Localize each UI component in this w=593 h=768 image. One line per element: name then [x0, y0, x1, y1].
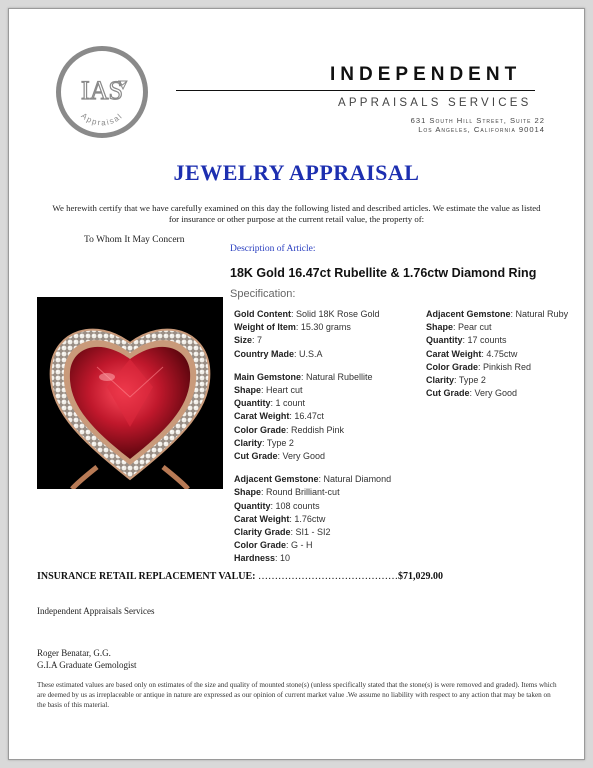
- insurance-value: $71,029.00: [397, 571, 443, 582]
- signer-title: G.I.A Graduate Gemologist: [37, 660, 137, 670]
- spec-row: Hardness: 10: [234, 553, 291, 564]
- spec-row: Clarity Grade: SI1 - SI2: [234, 527, 331, 538]
- certification-text: We herewith certify that we have carefully examined on this day the following listed and described articles. We estimate the value as listed for insurance or other purpose at the current retail value, the property of:: [52, 203, 541, 224]
- spec-row: Cut Grade: Very Good: [234, 451, 326, 462]
- insurance-value-line: [37, 571, 443, 582]
- disclaimer: These estimated values are based only on estimates of the size and quality of mounted stone(s) (unless specifically stated that the stone(s) is were removed and graded). Items which are deemed by us as irreplaceable or antique in nature are expressed as our opinion of current market value .We assume no liability with respect to any action that may be taken on the basis of this material.: [37, 681, 557, 709]
- spec-row: Carat Weight: 1.76ctw: [234, 513, 326, 524]
- signer-name: Roger Benatar, G.G.: [37, 648, 111, 658]
- spec-row: Gold Content: Solid 18K Rose Gold: [234, 309, 380, 319]
- description-label: Description of Article:: [230, 244, 316, 254]
- spec-row: Weight of Item: 15.30 grams: [234, 322, 351, 333]
- spec-row: Shape: Pear cut: [426, 322, 492, 333]
- header-rule: [176, 90, 535, 91]
- footer-company: Independent Appraisals Services: [37, 606, 155, 616]
- specification-label: Specification:: [230, 288, 296, 300]
- ring-photo: [37, 297, 223, 489]
- spec-row: Carat Weight: 16.47ct: [234, 411, 324, 422]
- spec-row: Carat Weight: 4.75ctw: [426, 348, 518, 359]
- spec-group-diamond: [234, 473, 391, 565]
- spec-row: Shape: Round Brilliant-cut: [234, 487, 340, 498]
- ias-logo: [56, 46, 148, 138]
- logo-letters: IAS: [81, 76, 123, 105]
- spec-row: Clarity: Type 2: [234, 437, 294, 448]
- spec-row: Size: 7: [234, 335, 263, 346]
- spec-row: Adjacent Gemstone: Natural Diamond: [234, 474, 392, 485]
- spec-row: Color Grade: Pinkish Red: [426, 361, 532, 372]
- spec-row: Quantity: 108 counts: [234, 500, 320, 511]
- address-line-2: Los Angeles, California 90014: [418, 125, 545, 134]
- insurance-dots: ……………………………………: [257, 571, 398, 582]
- spec-right-column: [426, 308, 568, 400]
- spec-group-metal: [234, 308, 391, 361]
- spec-row: Main Gemstone: Natural Rubellite: [234, 371, 373, 382]
- insurance-label: INSURANCE RETAIL REPLACEMENT VALUE:: [37, 571, 256, 582]
- spec-group-main-gem: [234, 371, 391, 463]
- logo-ring-text: Appraisal: [79, 111, 125, 128]
- spec-left-column: [234, 308, 391, 566]
- spec-row: Quantity: 1 count: [234, 398, 306, 409]
- recipient: To Whom It May Concern: [84, 235, 185, 245]
- spec-row: Color Grade: G - H: [234, 540, 313, 551]
- spec-row: Country Made: U.S.A: [234, 348, 323, 359]
- company-name: INDEPENDENT: [330, 64, 522, 85]
- address-line-1: 631 South Hill Street, Suite 22: [410, 116, 545, 125]
- spec-row: Shape: Heart cut: [234, 385, 303, 396]
- document-title: JEWELRY APPRAISAL: [173, 160, 420, 185]
- spec-row: Cut Grade: Very Good: [426, 388, 518, 399]
- spec-row: Adjacent Gemstone: Natural Ruby: [426, 309, 569, 319]
- svg-text:Appraisal: [79, 111, 124, 127]
- company-subtitle: APPRAISALS SERVICES: [338, 97, 532, 109]
- spec-row: Clarity: Type 2: [426, 375, 486, 386]
- spec-row: Color Grade: Reddish Pink: [234, 424, 345, 435]
- spec-row: Quantity: 17 counts: [426, 335, 507, 346]
- item-title: 18K Gold 16.47ct Rubellite & 1.76ctw Diamond Ring: [230, 266, 537, 280]
